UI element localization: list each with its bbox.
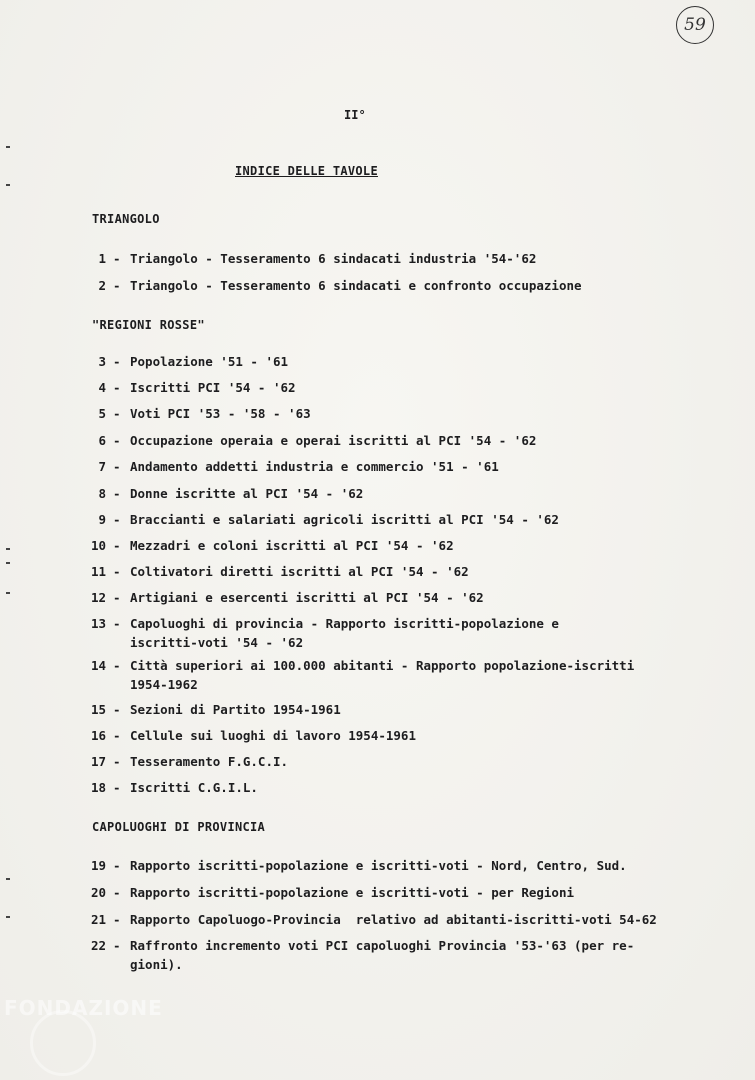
section-heading-regioni-rosse: "REGIONI ROSSE" <box>92 318 205 332</box>
entry-number: 16 <box>90 728 106 743</box>
entry-dash: - <box>113 616 121 631</box>
entry-text: Iscritti PCI '54 - '62 <box>130 380 296 395</box>
entry-dash: - <box>113 380 121 395</box>
page-title: INDICE DELLE TAVOLE <box>235 164 378 178</box>
entry-dash: - <box>113 459 121 474</box>
entry-text: Voti PCI '53 - '58 - '63 <box>130 406 311 421</box>
entry-dash: - <box>113 658 121 673</box>
entry-dash: - <box>113 728 121 743</box>
entry-text: Tesseramento F.G.C.I. <box>130 754 289 769</box>
entry-dash: - <box>113 564 121 579</box>
entry-text: Andamento addetti industria e commercio '51 - '61 <box>130 459 499 474</box>
entry-number: 21 <box>90 912 106 927</box>
entry-text: Rapporto Capoluogo-Provincia relativo ad abitanti-iscritti-voti 54-62 <box>130 912 657 927</box>
entry-dash: - <box>113 538 121 553</box>
entry-number: 12 <box>90 590 106 605</box>
entry-dash: - <box>113 858 121 873</box>
margin-mark <box>6 592 10 594</box>
margin-mark <box>6 916 10 918</box>
entry-dash: - <box>113 251 121 266</box>
entry-number: 3 <box>98 354 106 369</box>
entry-number: 4 <box>98 380 106 395</box>
entry-text: Rapporto iscritti-popolazione e iscritti-voti - Nord, Centro, Sud. <box>130 858 627 873</box>
entry-number: 15 <box>90 702 106 717</box>
entry-number: 22 <box>90 938 106 953</box>
entry-text: Iscritti C.G.I.L. <box>130 780 258 795</box>
archive-stamp: 59 <box>676 6 714 44</box>
entry-number: 2 <box>98 278 106 293</box>
margin-mark <box>6 184 10 186</box>
entry-number: 9 <box>98 512 106 527</box>
entry-dash: - <box>113 406 121 421</box>
entry-text: 1954-1962 <box>130 677 198 692</box>
entry-text: Popolazione '51 - '61 <box>130 354 289 369</box>
entry-text: Braccianti e salariati agricoli iscritti al PCI '54 - '62 <box>130 512 559 527</box>
entry-number: 19 <box>90 858 106 873</box>
entry-dash: - <box>113 433 121 448</box>
margin-mark <box>6 562 10 564</box>
entry-text: Triangolo - Tesseramento 6 sindacati e confronto occupazione <box>130 278 582 293</box>
entry-dash: - <box>113 486 121 501</box>
entry-text: Artigiani e esercenti iscritti al PCI '54 - '62 <box>130 590 484 605</box>
margin-mark <box>6 878 10 880</box>
entry-dash: - <box>113 278 121 293</box>
entry-number: 18 <box>90 780 106 795</box>
entry-dash: - <box>113 885 121 900</box>
entry-dash: - <box>113 754 121 769</box>
entry-text: Sezioni di Partito 1954-1961 <box>130 702 341 717</box>
entry-number: 10 <box>90 538 106 553</box>
entry-text: Cellule sui luoghi di lavoro 1954-1961 <box>130 728 416 743</box>
margin-mark <box>6 146 10 148</box>
entry-text: Raffronto incremento voti PCI capoluoghi Provincia '53-'63 (per re- <box>130 938 635 953</box>
entry-number: 17 <box>90 754 106 769</box>
entry-text: Occupazione operaia e operai iscritti al PCI '54 - '62 <box>130 433 537 448</box>
entry-number: 5 <box>98 406 106 421</box>
entry-dash: - <box>113 912 121 927</box>
entry-text: Città superiori ai 100.000 abitanti - Rapporto popolazione-iscritti <box>130 658 635 673</box>
entry-dash: - <box>113 590 121 605</box>
entry-text: Mezzadri e coloni iscritti al PCI '54 - '62 <box>130 538 454 553</box>
entry-number: 13 <box>90 616 106 631</box>
entry-dash: - <box>113 938 121 953</box>
entry-dash: - <box>113 780 121 795</box>
entry-number: 7 <box>98 459 106 474</box>
entry-text: Rapporto iscritti-popolazione e iscritti-voti - per Regioni <box>130 885 575 900</box>
entry-text: Capoluoghi di provincia - Rapporto iscritti-popolazione e <box>130 616 559 631</box>
entry-number: 8 <box>98 486 106 501</box>
margin-mark <box>6 548 10 550</box>
entry-text: Donne iscritte al PCI '54 - '62 <box>130 486 364 501</box>
page-number: II° <box>344 108 366 122</box>
entry-text: Triangolo - Tesseramento 6 sindacati industria '54-'62 <box>130 251 537 266</box>
entry-number: 11 <box>90 564 106 579</box>
entry-number: 6 <box>98 433 106 448</box>
entry-dash: - <box>113 354 121 369</box>
entry-number: 20 <box>90 885 106 900</box>
entry-text: gioni). <box>130 957 183 972</box>
entry-number: 1 <box>98 251 106 266</box>
watermark-text: FONDAZIONE <box>4 996 163 1020</box>
entry-text: iscritti-voti '54 - '62 <box>130 635 304 650</box>
entry-text: Coltivatori diretti iscritti al PCI '54 - '62 <box>130 564 469 579</box>
section-heading-triangolo: TRIANGOLO <box>92 212 160 226</box>
entry-dash: - <box>113 702 121 717</box>
entry-number: 14 <box>90 658 106 673</box>
entry-dash: - <box>113 512 121 527</box>
section-heading-capoluoghi: CAPOLUOGHI DI PROVINCIA <box>92 820 266 834</box>
